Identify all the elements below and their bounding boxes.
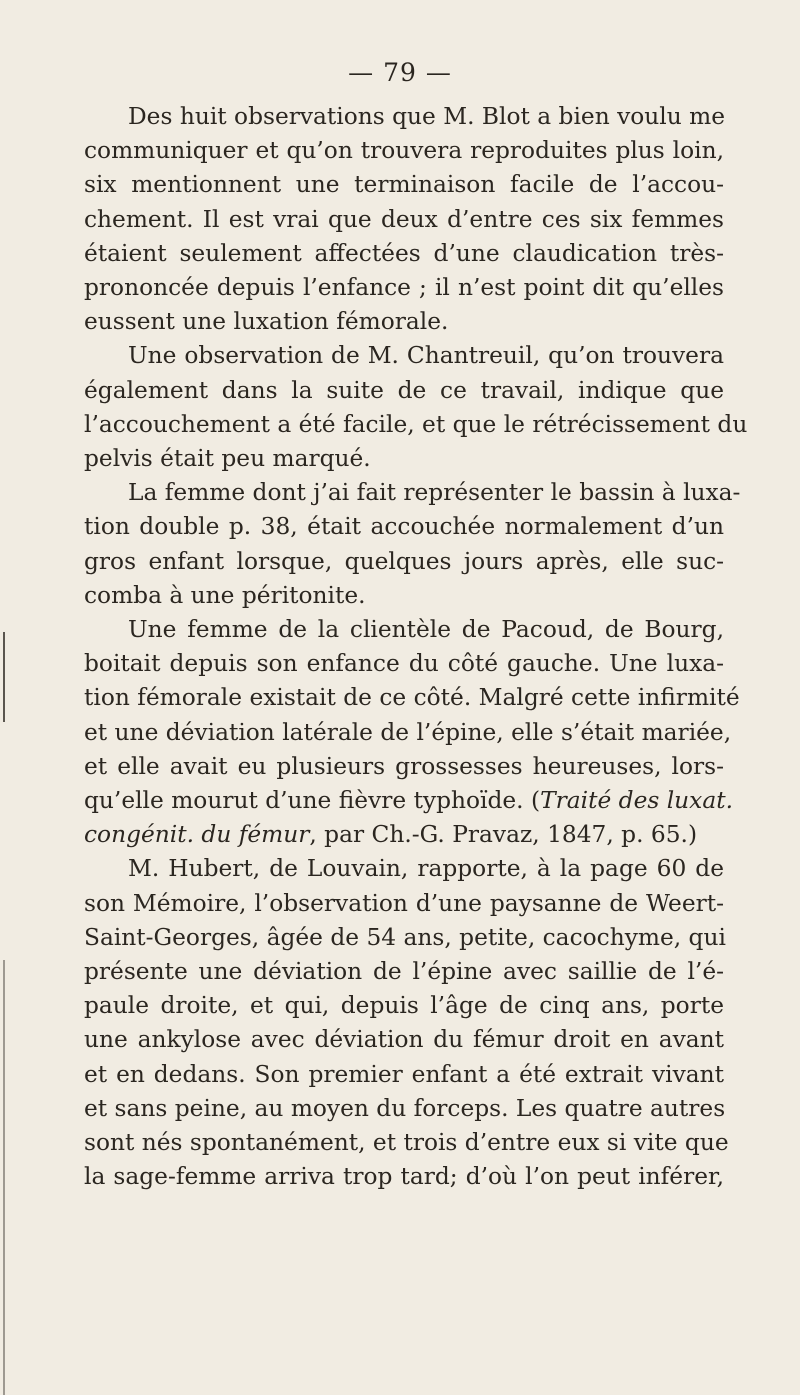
text-line: communiquer et qu’on trouvera reproduites plus loin, [84,137,724,165]
text-line: étaient seulement affectées d’une claudication très- [84,239,724,267]
text-line: Saint-Georges, âgée de 54 ans, petite, cacochyme, qui [84,923,726,951]
text-line: Une femme de la clientèle de Pacoud, de Bourg, [128,616,724,644]
text-line: pelvis était peu marqué. [84,445,371,473]
body-text [84,100,748,1195]
text-line: Une observation de M. Chantreuil, qu’on trouvera [128,342,724,370]
italic-citation: Traité des luxat. [540,787,733,815]
text-line: également dans la suite de ce travail, indique que [84,376,724,404]
text-line: comba à une péritonite. [84,581,366,609]
margin-binding-line [3,632,5,722]
text-line [84,784,733,818]
text-line: La femme dont j’ai fait représenter le bassin à luxa- [128,479,741,507]
text-line: gros enfant lorsque, quelques jours après, elle suc- [84,547,724,575]
text-line: boitait depuis son enfance du côté gauche. Une luxa- [84,650,724,678]
text-line: son Mémoire, l’observation d’une paysanne de Weert- [84,889,724,917]
paragraph [84,339,748,476]
text-line: chement. Il est vrai que deux d’entre ces six femmes [84,205,724,233]
paragraph [84,476,741,613]
text-line: et en dedans. Son premier enfant a été extrait vivant [84,1060,724,1088]
text-line: une ankylose avec déviation du fémur droit en avant [84,1026,724,1054]
text-line: tion fémorale existait de ce côté. Malgré cette infirmité [84,684,740,712]
text-line: eussent une luxation fémorale. [84,308,449,336]
text-line: M. Hubert, de Louvain, rapporte, à la page 60 de [128,855,724,883]
text-line: l’accouchement a été facile, et que le rétrécissement du [84,410,748,438]
text-fragment: , par Ch.-G. Pravaz, 1847, p. 65.) [309,821,698,849]
text-line: tion double p. 38, était accouchée normalement d’un [84,513,724,541]
text-line: Des huit observations que M. Blot a bien voulu me [128,103,726,130]
text-line: prononcée depuis l’enfance ; il n’est point dit qu’elles [84,274,724,302]
text-line: sont nés spontanément, et trois d’entre eux si vite que [84,1129,729,1157]
text-line: la sage-femme arriva trop tard; d’où l’on peut inférer, [84,1163,724,1191]
text-line: et une déviation latérale de l’épine, elle s’était mariée, [84,718,732,746]
page-number: — 79 — [348,58,452,87]
text-line: et elle avait eu plusieurs grossesses heureuses, lors- [84,752,724,780]
paragraph [84,100,724,339]
margin-binding-line [3,960,5,1395]
text-line [84,818,724,852]
paragraph [84,852,729,1194]
text-line: et sans peine, au moyen du forceps. Les quatre autres [84,1094,726,1122]
text-fragment: qu’elle mourut d’une fièvre typhoïde. ( [84,787,541,815]
text-line: présente une déviation de l’épine avec saillie de l’é- [84,958,724,986]
text-line: paule droite, et qui, depuis l’âge de cinq ans, porte [84,992,724,1020]
italic-citation: congénit. du fémur [84,821,310,849]
paragraph [84,613,740,852]
text-line: six mentionnent une terminaison facile de l’accou- [84,171,724,199]
